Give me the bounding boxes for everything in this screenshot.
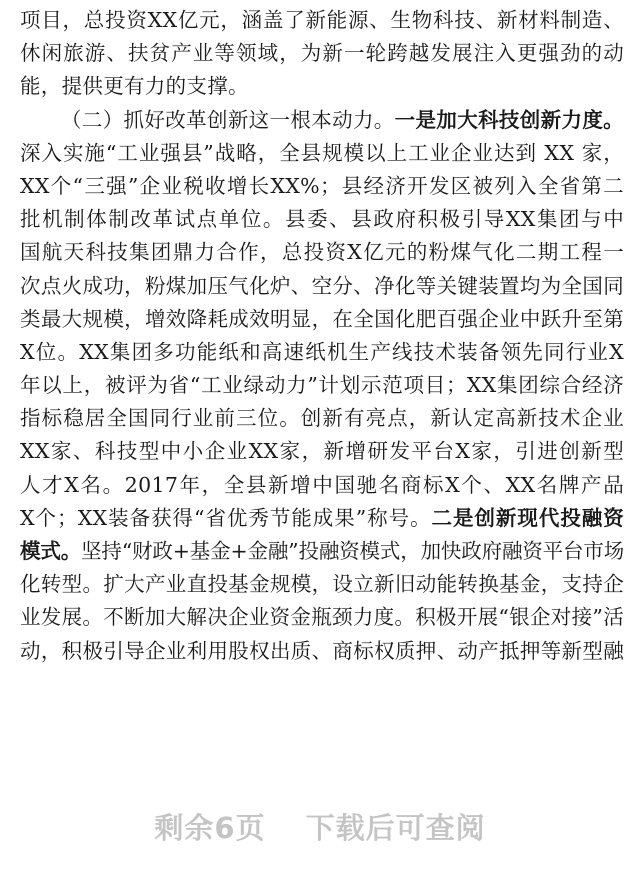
- text-run: X位。XX集团多功能纸和高速纸机生产线技术装备领先同行业X: [20, 339, 624, 364]
- remaining-pages-label: 剩余6页: [154, 811, 266, 845]
- text-run: 次点火成功，粉煤加压气化炉、空分、净化等关键装置均为全国同: [20, 273, 624, 298]
- text-line: [20, 535, 624, 568]
- text-line: [20, 170, 624, 203]
- text-line: [20, 502, 624, 535]
- text-line: [20, 369, 624, 402]
- text-run: 项目，总投资XX亿元，涵盖了新能源、生物科技、新材料制造、: [20, 8, 624, 32]
- bold-text-run: 模式。: [20, 539, 82, 563]
- download-to-view-label: 下载后可查阅: [305, 811, 486, 845]
- text-line: [20, 568, 624, 601]
- text-run: XX个“三强”企业税收增长XX%；县经济开发区被列入全省第二: [20, 173, 624, 198]
- text-line: [20, 402, 624, 435]
- text-run: 年以上，被评为省“工业绿动力”计划示范项目；XX集团综合经济: [20, 373, 624, 398]
- text-run: X个；XX装备获得“省优秀节能成果”称号。: [20, 505, 432, 530]
- text-line: [20, 303, 624, 336]
- text-run: 休闲旅游、扶贫产业等领域，为新一轮跨越发展注入更强劲的动: [20, 41, 624, 66]
- text-run: 业发展。不断加大解决企业资金瓶颈力度。积极开展“银企对接”活: [20, 605, 624, 630]
- text-line: [20, 236, 624, 269]
- text-line: [20, 37, 624, 70]
- text-run: 深入实施“工业强县”战略，全县规模以上工业企业达到 XX 家，: [20, 140, 624, 165]
- text-run: 类最大规模，增效降耗成效明显，在全国化肥百强企业中跃升至第: [20, 306, 624, 331]
- bold-text-run: 一是加大科技创新力度。: [394, 107, 624, 132]
- download-prompt[interactable]: [0, 806, 640, 850]
- text-run: 人才X名。2017年，全县新增中国驰名商标X个、XX名牌产品: [20, 472, 624, 497]
- text-line: [20, 104, 624, 137]
- text-line: [20, 336, 624, 369]
- text-line: [20, 203, 624, 236]
- text-line: [20, 435, 624, 468]
- text-line: [20, 137, 624, 170]
- text-run: 坚持“财政+基金+金融”投融资模式，加快政府融资平台市场: [81, 539, 624, 563]
- bold-text-run: 二是创新现代投融资: [431, 505, 625, 530]
- text-run: 批机制体制改革试点单位。县委、县政府积极引导XX集团与中: [20, 207, 624, 232]
- text-run: XX家、科技型中小企业XX家，新增研发平台X家，引进创新型: [20, 439, 624, 464]
- text-run: 动，积极引导企业利用股权出质、商标权质押、动产抵押等新型融: [20, 638, 624, 663]
- text-line: [20, 469, 624, 502]
- text-run: 国航天科技集团鼎力合作，总投资X亿元的粉煤气化二期工程一: [20, 240, 624, 265]
- text-run: 指标稳居全国同行业前三位。创新有亮点，新认定高新技术企业: [20, 406, 624, 431]
- text-run: 能，提供更有力的支撑。: [20, 74, 249, 99]
- text-line: [20, 70, 624, 103]
- text-run: 化转型。扩大产业直投基金规模，设立新旧动能转换基金，支持企: [20, 572, 624, 597]
- document-body: [20, 4, 624, 668]
- text-line: [20, 270, 624, 303]
- text-line: [20, 4, 624, 37]
- text-line: [20, 601, 624, 634]
- text-run: （二）抓好改革创新这一根本动力。: [61, 107, 395, 132]
- text-line: [20, 635, 624, 668]
